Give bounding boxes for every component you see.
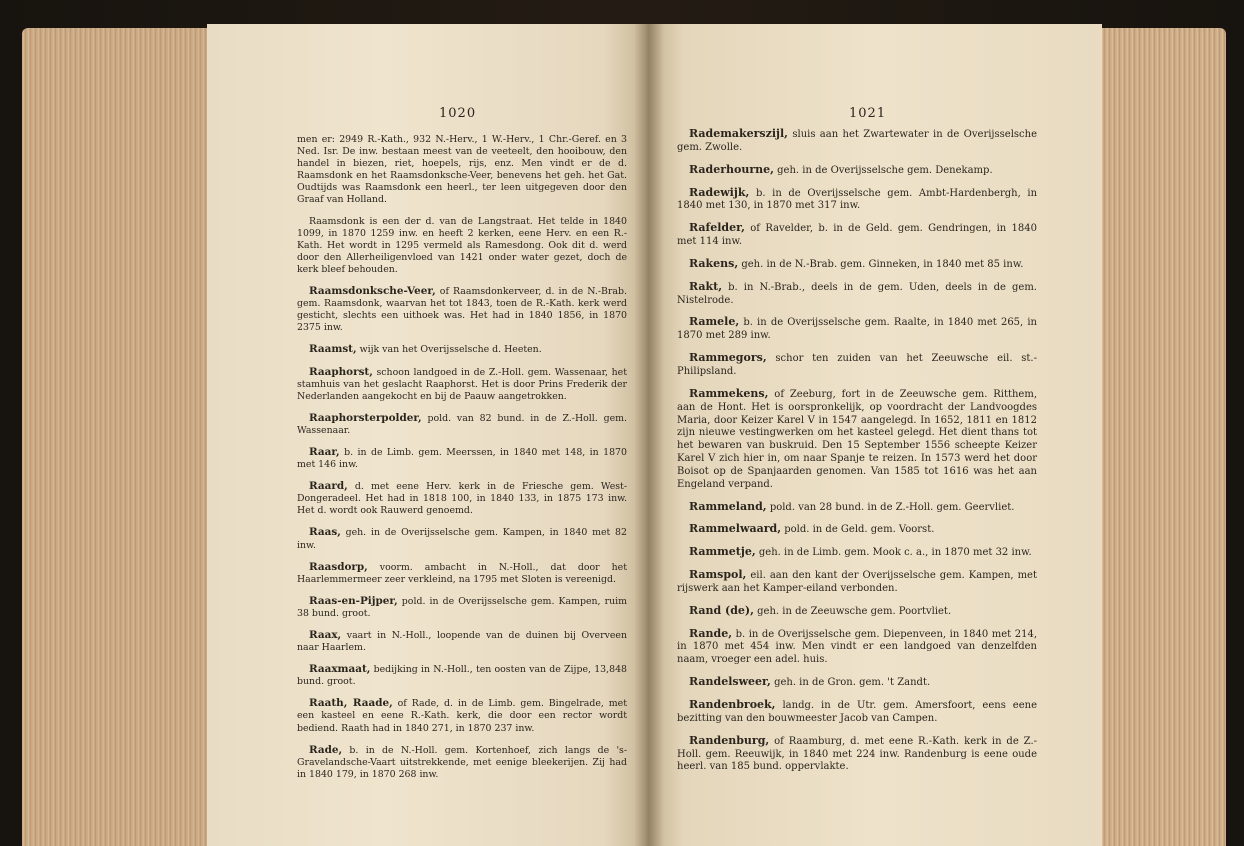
right-page xyxy=(647,24,1102,846)
dictionary-entry xyxy=(677,523,1037,537)
dictionary-entry xyxy=(297,663,627,688)
entry-headword: Rafelder, xyxy=(689,221,745,235)
entry-headword: Raax, xyxy=(309,629,342,641)
dictionary-entry xyxy=(677,628,1037,668)
entry-headword: Ramspol, xyxy=(689,568,747,582)
entry-headword: Raaphorsterpolder, xyxy=(309,411,422,424)
dictionary-entry xyxy=(297,480,627,517)
entry-body: schor ten zuiden van het Zeeuwsche eil. st.-Philipsland. xyxy=(677,353,1037,377)
dictionary-entry xyxy=(677,501,1037,515)
entry-body: landg. in de Utr. gem. Amersfoort, eens eene bezitting van den bouwmeester Jacob van Campen. xyxy=(677,700,1037,724)
dictionary-entry xyxy=(297,526,627,551)
entry-headword: Raamst, xyxy=(309,343,357,356)
entry-body: b. in de Overijsselsche gem. Diepenveen, in 1840 met 214, in 1870 met 454 inw. Men vindt er een landgoed van denzelfden naam, vroeger een adel. huis. xyxy=(677,628,1037,666)
entry-body: geh. in de N.-Brab. gem. Ginneken, in 1840 met 85 inw. xyxy=(741,258,1024,270)
paragraph: Raamsdonk is een der d. van de Langstraat. Het telde in 1840 1099, in 1870 1259 inw. en heeft 2 kerken, eene Herv. en een R.-Kath. Het wordt in 1295 vermeld als Ramesdong. Ook dit d. werd door den Allerheiligenvloed van 1421 onder water gezet, doch de kerk bleef behouden. xyxy=(297,215,627,275)
entry-body: b. in de Limb. gem. Meerssen, in 1840 met 148, in 1870 met 146 inw. xyxy=(297,446,627,471)
entry-headword: Raamsdonksche-Veer, xyxy=(309,285,436,298)
entry-headword: Raderhourne, xyxy=(689,162,774,176)
entry-headword: Rademakerszijl, xyxy=(689,127,788,140)
dictionary-entry xyxy=(297,595,627,620)
entry-body: of Zeeburg, fort in de Zeeuwsche gem. Ritthem, aan de Hont. Het is oorspronkelijk, op voordracht der Landvoogdes Maria, door Keizer Karel V in 1547 aangelegd. In 1652, 1811 en 1812 zijn nieuwe vestingwerken om het kasteel gelegd. Het dient thans tot het bewaren van buskruid. Den 15 September 1556 scheepte Keizer Karel V zich hier in, om naar Spanje te reizen. In 1573 werd het door Boisot op de Spanjaarden genomen. Van 1585 tot 1616 was het aan Engeland verpand. xyxy=(677,388,1037,490)
entry-body: of Raamburg, d. met eene R.-Kath. kerk in de Z.-Holl. gem. Reeuwijk, in 1840 met 224 inw. Randenburg is eene oude heerl. van 185 bund. oppervlakte. xyxy=(677,735,1038,773)
entry-headword: Rammeland, xyxy=(689,499,767,513)
entry-body: schoon landgoed in de Z.-Holl. gem. Wassenaar, het stamhuis van het geslacht Raaphorst. Het is door Prins Frederik der Nederlanden aangekocht en bij de Paauw aangetrokken. xyxy=(297,366,627,402)
dictionary-entry xyxy=(297,629,627,654)
dictionary-entry xyxy=(677,569,1037,596)
right-page-edges xyxy=(1096,28,1226,846)
entry-body: pold. van 82 bund. in de Z.-Holl. gem. Wassenaar. xyxy=(297,412,627,436)
entry-body: geh. in de Gron. gem. 't Zandt. xyxy=(774,677,931,689)
dictionary-entry xyxy=(297,412,627,437)
page-number-right: 1021 xyxy=(849,106,887,121)
dictionary-entry xyxy=(677,388,1037,492)
entry-body: b. in de Overijsselsche gem. Ambt-Hardenbergh, in 1840 met 130, in 1870 met 317 inw. xyxy=(677,187,1038,212)
entry-body: b. in de Overijsselsche gem. Raalte, in 1840 met 265, in 1870 met 289 inw. xyxy=(677,317,1038,342)
book-gutter xyxy=(634,24,664,846)
dictionary-entry xyxy=(297,446,627,471)
dictionary-entry xyxy=(677,281,1037,308)
entry-headword: Raar, xyxy=(309,445,340,458)
entry-headword: Rammekens, xyxy=(689,386,769,400)
entry-headword: Rammetje, xyxy=(689,545,756,559)
entry-body: geh. in de Overijsselsche gem. Kampen, in 1840 met 82 inw. xyxy=(297,527,627,551)
entry-body: pold. in de Geld. gem. Voorst. xyxy=(784,524,935,536)
dictionary-entry xyxy=(297,561,627,586)
entry-headword: Rakt, xyxy=(689,279,723,293)
left-page-edges xyxy=(22,28,217,846)
entry-headword: Raas-en-Pijper, xyxy=(309,594,398,607)
dictionary-entry xyxy=(677,187,1037,214)
entry-body: pold. in de Overijsselsche gem. Kampen, ruim 38 bund. groot. xyxy=(297,595,628,619)
left-column xyxy=(297,134,627,790)
entry-body: sluis aan het Zwartewater in de Overijsselsche gem. Zwolle. xyxy=(677,129,1037,153)
entry-headword: Rakens, xyxy=(689,256,739,270)
entry-body: geh. in de Overijsselsche gem. Denekamp. xyxy=(777,164,993,176)
dictionary-entry xyxy=(677,676,1037,690)
entry-headword: Radewijk, xyxy=(689,185,750,199)
entry-headword: Randelsweer, xyxy=(689,675,771,689)
left-page xyxy=(207,24,647,846)
dictionary-entry xyxy=(297,744,627,781)
dictionary-entry xyxy=(677,316,1037,343)
entry-headword: Raaphorst, xyxy=(309,365,373,378)
entry-headword: Raaxmaat, xyxy=(309,663,371,676)
entry-body: of Raamsdonkerveer, d. in de N.-Brab. gem. Raamsdonk, waarvan het tot 1843, toen de R.-Kath. kerk werd gesticht, slechts een uithoek was. Het had in 1840 1856, in 1870 2375 inw. xyxy=(297,286,627,334)
entry-headword: Randenburg, xyxy=(689,733,770,747)
entry-body: b. in de N.-Holl. gem. Kortenhoef, zich langs de 's-Gravelandsche-Vaart uitstrekkende, met eenige bleekerijen. Zij had in 1840 179, in 1870 268 inw. xyxy=(297,744,628,780)
paragraph: men er: 2949 R.-Kath., 932 N.-Herv., 1 W.-Herv., 1 Chr.-Geref. en 3 Ned. Isr. De inw. bestaan meest van de veeteelt, den hooibouw, den handel in biezen, riet, hoepels, rijs, enz. Men vindt er de d. Raamsdonk en het Raamsdonksche-Veer, benevens het geh. het Gat. Oudtijds was Raamsdonk een heerl., ter leen uitgegeven door den Graaf van Holland. xyxy=(297,134,627,206)
dictionary-entry xyxy=(677,258,1037,272)
entry-headword: Ramele, xyxy=(689,315,740,329)
dictionary-entry xyxy=(677,699,1037,726)
dictionary-entry xyxy=(677,222,1037,249)
right-column xyxy=(677,128,1037,783)
entry-body: wijk van het Overijsselsche d. Heeten. xyxy=(359,344,542,356)
entry-body: of Rade, d. in de Limb. gem. Bingelrade, met een kasteel en eene R.-Kath. kerk, die door een rector wordt bediend. Raath had in 1840 271, in 1870 237 inw. xyxy=(297,698,627,734)
entry-body: geh. in de Limb. gem. Mook c. a., in 1870 met 32 inw. xyxy=(758,547,1032,559)
entry-headword: Rammelwaard, xyxy=(689,522,782,536)
entry-body: b. in N.-Brab., deels in de gem. Uden, deels in de gem. Nistelrode. xyxy=(677,281,1037,306)
entry-headword: Rand (de), xyxy=(689,603,754,617)
entry-body: voorm. ambacht in N.-Holl., dat door het Haarlemmermeer zeer verkleind, na 1795 met Sloten is vereenigd. xyxy=(297,561,627,585)
entry-headword: Raas, xyxy=(309,526,341,539)
entry-body: vaart in N.-Holl., loopende van de duinen bij Overveen naar Haarlem. xyxy=(297,630,627,654)
entry-headword: Raath, Raade, xyxy=(309,697,393,710)
entry-body: bedijking in N.-Holl., ten oosten van de Zijpe, 13,848 bund. groot. xyxy=(297,664,627,688)
dictionary-entry xyxy=(677,735,1037,775)
dictionary-entry xyxy=(297,285,627,334)
dictionary-entry xyxy=(297,697,627,734)
dictionary-entry xyxy=(677,546,1037,560)
dictionary-entry xyxy=(677,352,1037,379)
entry-body: of Ravelder, b. in de Geld. gem. Gendringen, in 1840 met 114 inw. xyxy=(677,223,1037,248)
entry-headword: Rammegors, xyxy=(689,351,767,365)
entry-body: pold. van 28 bund. in de Z.-Holl. gem. Geervliet. xyxy=(769,501,1015,513)
dictionary-entry xyxy=(677,605,1037,619)
entry-headword: Randenbroek, xyxy=(689,698,776,711)
entry-body: d. met eene Herv. kerk in de Friesche gem. West-Dongeradeel. Het had in 1818 100, in 1840 133, in 1875 173 inw. Het d. wordt ook Rauwerd genoemd. xyxy=(297,481,627,517)
entry-headword: Rade, xyxy=(309,743,343,756)
entry-headword: Raasdorp, xyxy=(309,560,368,573)
entry-body: geh. in de Zeeuwsche gem. Poortvliet. xyxy=(757,605,952,617)
dictionary-entry xyxy=(297,366,627,403)
entry-headword: Rande, xyxy=(689,626,733,640)
page-number-left: 1020 xyxy=(439,106,477,121)
entry-headword: Raard, xyxy=(309,480,348,493)
dictionary-entry xyxy=(677,164,1037,178)
entry-body: eil. aan den kant der Overijsselsche gem. Kampen, met rijswerk aan het Kamper-eiland verbonden. xyxy=(677,570,1037,594)
open-book xyxy=(22,18,1226,846)
dictionary-entry xyxy=(677,128,1037,155)
dictionary-entry xyxy=(297,343,627,356)
